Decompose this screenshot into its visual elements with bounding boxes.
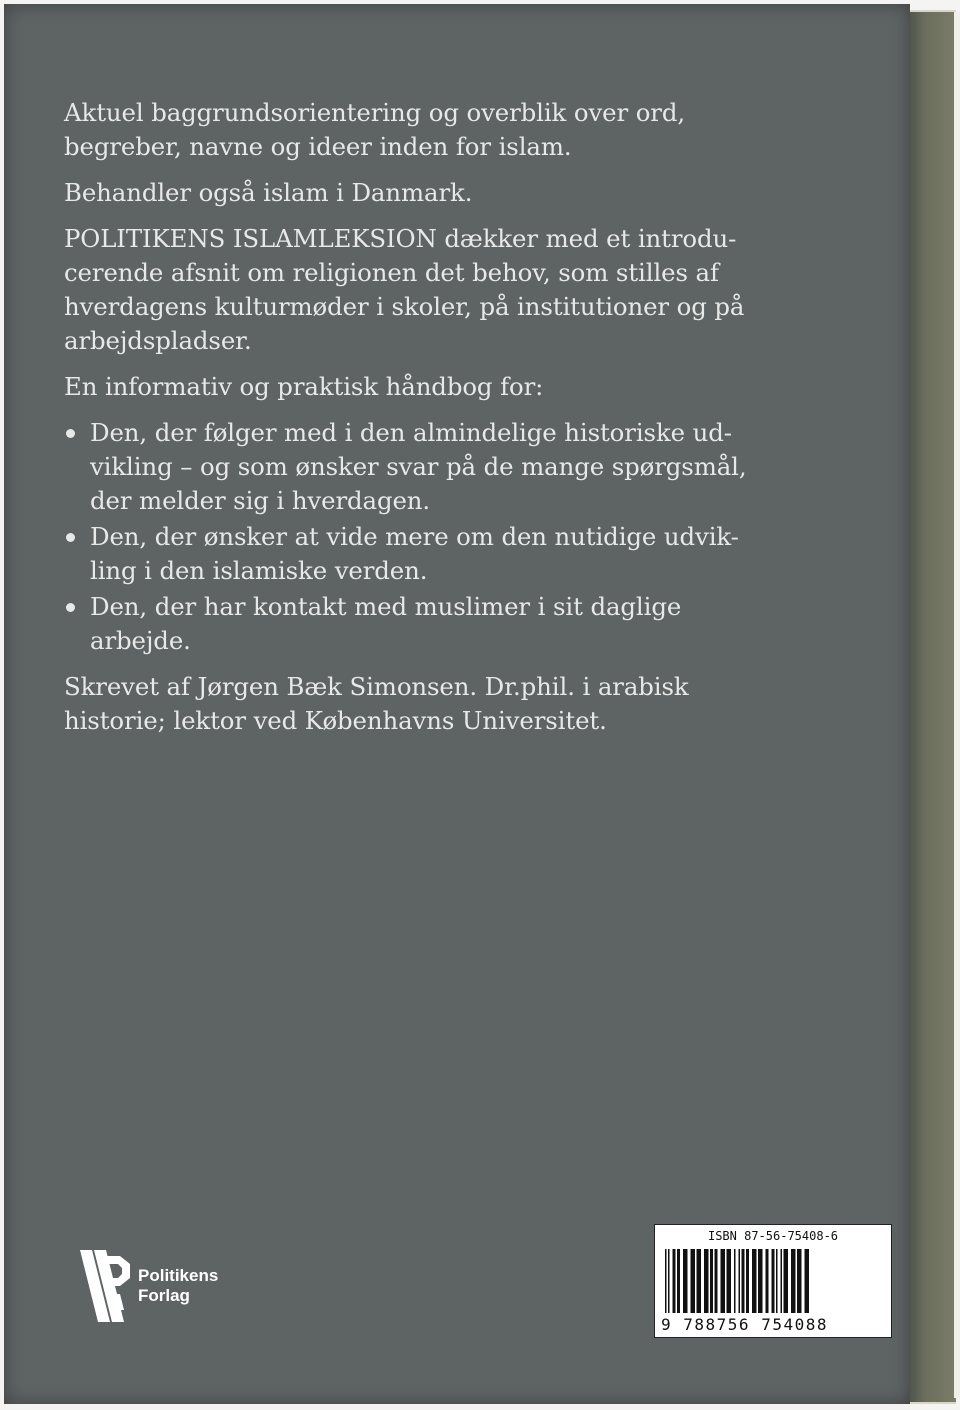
politikens-forlag-logo-icon: [80, 1250, 136, 1322]
spine-edge: [954, 12, 960, 1398]
barcode-bar: [752, 1249, 757, 1313]
author-paragraph: [64, 670, 804, 738]
barcode-bar: [791, 1249, 796, 1313]
barcode-bar: [734, 1249, 736, 1313]
barcode-bar: [668, 1249, 670, 1313]
ean-number: 9 788756 754088: [661, 1315, 828, 1334]
barcode-bar: [772, 1249, 775, 1313]
publisher-logo: [80, 1250, 230, 1330]
barcode-bar: [784, 1249, 789, 1313]
barcode-bar: [721, 1249, 726, 1313]
barcode-bars: [663, 1249, 883, 1317]
text-line: arbejde.: [90, 626, 191, 655]
barcode-bar: [697, 1249, 702, 1313]
text-line: Skrevet af Jørgen Bæk Simonsen. Dr.phil. i arabisk: [64, 672, 689, 701]
denmark-paragraph: [64, 176, 804, 210]
text-line: POLITIKENS ISLAMLEKSION dækker med et introdu-: [64, 224, 737, 253]
barcode-bar: [683, 1249, 688, 1313]
text-line: Den, der ønsker at vide mere om den nutidige udvik-: [90, 522, 739, 551]
description-paragraph: [64, 222, 804, 358]
list-item: [64, 590, 804, 658]
barcode-bar: [766, 1249, 769, 1313]
isbn-barcode: [654, 1224, 892, 1338]
text-line: der melder sig i hverdagen.: [90, 486, 431, 515]
text-line: Aktuel baggrundsorientering og overblik over ord,: [64, 98, 686, 127]
text-line: Behandler også islam i Danmark.: [64, 178, 473, 207]
barcode-bar: [715, 1249, 718, 1313]
list-item: [64, 520, 804, 588]
publisher-line-2: Forlag: [138, 1286, 190, 1305]
text-line: hverdagens kulturmøder i skoler, på institutioner og på: [64, 292, 745, 321]
text-line: cerende afsnit om religionen det behov, som stilles af: [64, 258, 719, 287]
isbn-label: ISBN 87-56-75408-6: [707, 1229, 839, 1243]
barcode-bar: [805, 1249, 810, 1313]
text-line: Den, der følger med i den almindelige historiske ud-: [90, 418, 732, 447]
intro-paragraph: [64, 96, 804, 164]
publisher-line-1: Politikens: [138, 1266, 219, 1285]
handbook-paragraph: [64, 370, 804, 404]
book-spine: [910, 10, 956, 1404]
text-line: vikling – og som ønsker svar på de mange spørgsmål,: [90, 452, 747, 481]
list-item: [64, 416, 804, 518]
barcode-bar: [677, 1249, 680, 1313]
barcode-bar: [691, 1249, 696, 1313]
barcode-bar: [776, 1249, 778, 1313]
text-line: begreber, navne og ideer inden for islam.: [64, 132, 572, 161]
publisher-name: [138, 1266, 218, 1306]
barcode-bar: [710, 1249, 713, 1313]
text-line: ling i den islamiske verden.: [90, 556, 428, 585]
barcode-bar: [758, 1249, 763, 1313]
text-line: Den, der har kontakt med muslimer i sit daglige: [90, 592, 682, 621]
barcode-bar: [673, 1249, 676, 1313]
barcode-bar: [727, 1249, 732, 1313]
barcode-bar: [746, 1249, 749, 1313]
text-line: arbejdspladser.: [64, 326, 252, 355]
text-line: historie; lektor ved Københavns Universitet.: [64, 706, 607, 735]
barcode-bar: [742, 1249, 745, 1313]
barcode-bar: [781, 1249, 783, 1313]
barcode-bar: [739, 1249, 741, 1313]
audience-list: [64, 416, 804, 658]
barcode-bar: [665, 1249, 667, 1313]
barcode-bar: [704, 1249, 709, 1313]
back-cover: [4, 4, 910, 1404]
cover-text: [64, 96, 804, 750]
text-line: En informativ og praktisk håndbog for:: [64, 372, 544, 401]
barcode-bar: [797, 1249, 802, 1313]
